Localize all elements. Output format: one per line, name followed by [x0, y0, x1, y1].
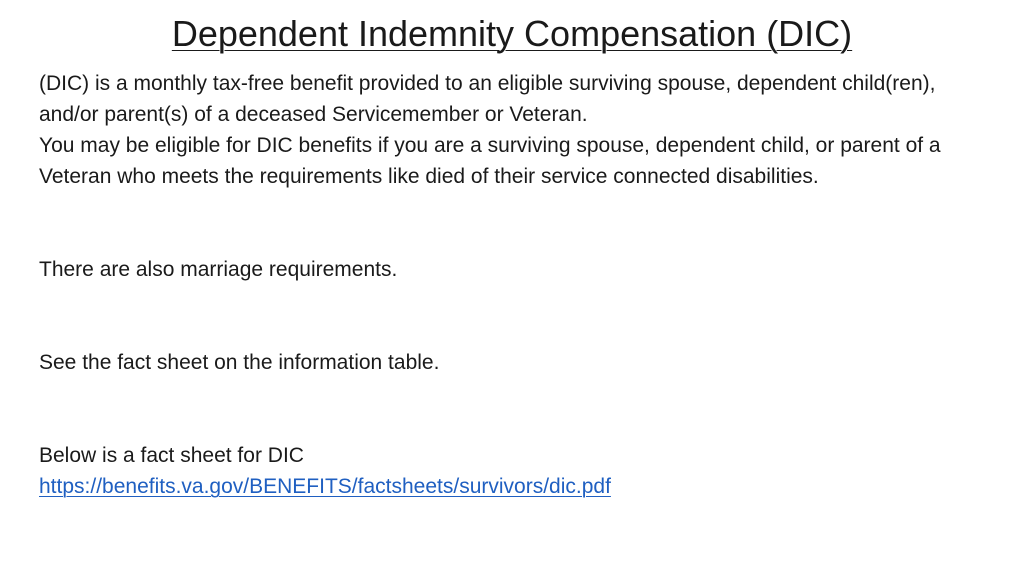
spacer	[39, 192, 989, 254]
slide-body	[39, 68, 989, 502]
paragraph-fact-sheet-note: See the fact sheet on the information table.	[39, 351, 440, 374]
spacer	[39, 285, 989, 347]
paragraph-fact-sheet-intro: Below is a fact sheet for DIC	[39, 444, 304, 467]
slide-title: Dependent Indemnity Compensation (DIC)	[171, 13, 853, 54]
spacer	[39, 378, 989, 440]
paragraph-eligibility: You may be eligible for DIC benefits if you are a surviving spouse, dependent child, or parent of a Veteran who meets the requirements like died of their service connected disabilities.	[39, 134, 941, 188]
fact-sheet-link-line	[39, 471, 989, 502]
paragraph-definition: (DIC) is a monthly tax-free benefit provided to an eligible surviving spouse, dependent child(ren), and/or parent(s) of a deceased Servicemember or Veteran.	[39, 72, 936, 126]
paragraph-marriage: There are also marriage requirements.	[39, 258, 398, 281]
fact-sheet-link[interactable]: https://benefits.va.gov/BENEFITS/factsheets/survivors/dic.pdf	[39, 475, 611, 498]
